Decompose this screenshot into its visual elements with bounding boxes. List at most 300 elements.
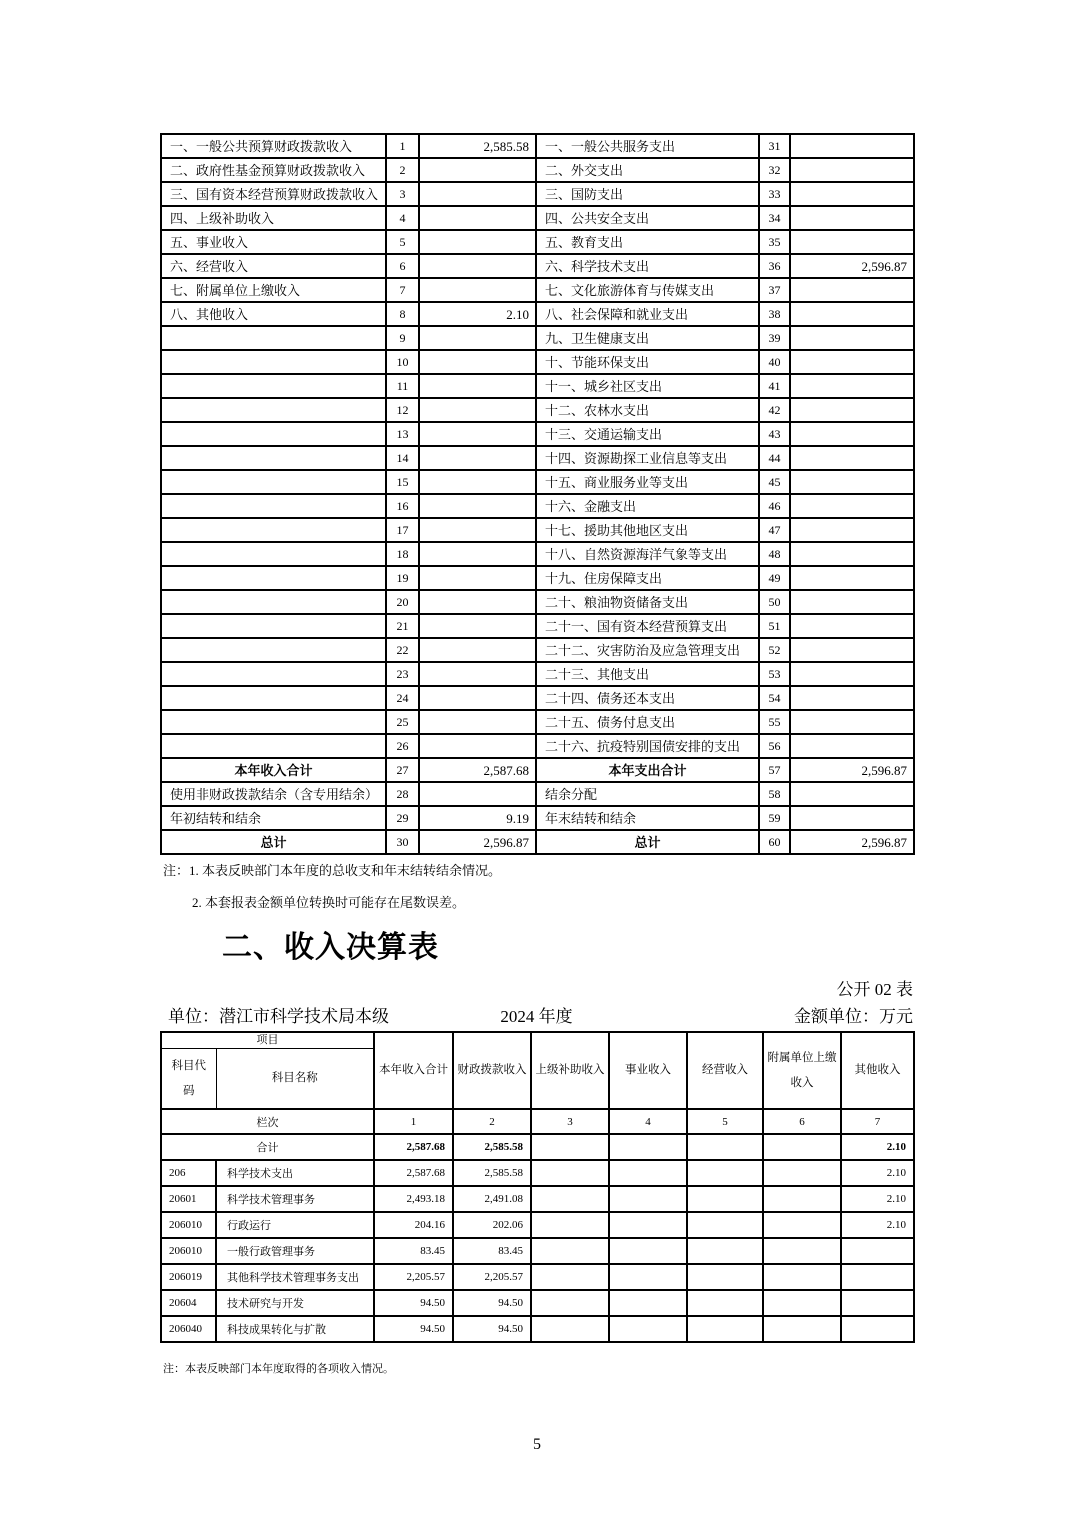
expense-label: 结余分配: [536, 782, 759, 806]
income-amount: [419, 590, 536, 614]
income-line-number: 27: [386, 758, 419, 782]
expense-amount: [790, 350, 914, 374]
income-label: 七、附属单位上缴收入: [161, 278, 386, 302]
expense-line-number: 57: [759, 758, 790, 782]
income-label: [161, 350, 386, 374]
income-label: [161, 470, 386, 494]
income-amount: [419, 230, 536, 254]
balance-table-row: [161, 518, 914, 542]
income-label: [161, 422, 386, 446]
header-col-3: 上级补助收入: [531, 1032, 609, 1109]
income-amount: [419, 254, 536, 278]
income-amount: [419, 710, 536, 734]
expense-label: 六、科学技术支出: [536, 254, 759, 278]
value-col-3: [531, 1134, 609, 1160]
subject-code: 206040: [161, 1316, 216, 1342]
value-col-7: [841, 1238, 914, 1264]
page-number: 5: [533, 1436, 541, 1453]
value-col-6: [763, 1212, 841, 1238]
expense-label: 十五、商业服务业等支出: [536, 470, 759, 494]
income-amount: [419, 686, 536, 710]
income-amount: [419, 206, 536, 230]
balance-table-row: [161, 590, 914, 614]
value-col-7: 2.10: [841, 1186, 914, 1212]
subject-name: 行政运行: [216, 1212, 374, 1238]
col-no-2: 2: [453, 1109, 531, 1134]
balance-table-row: [161, 830, 914, 854]
income-amount: [419, 614, 536, 638]
expense-amount: [790, 782, 914, 806]
income-label: [161, 686, 386, 710]
expense-amount: [790, 710, 914, 734]
income-amount: [419, 158, 536, 182]
expense-amount: [790, 446, 914, 470]
income-label: [161, 374, 386, 398]
income-detail-table-header: [161, 1032, 914, 1134]
balance-table-row: [161, 710, 914, 734]
expense-line-number: 37: [759, 278, 790, 302]
balance-table-row: [161, 134, 914, 158]
expense-line-number: 38: [759, 302, 790, 326]
subject-code: 20604: [161, 1290, 216, 1316]
col-no-3: 3: [531, 1109, 609, 1134]
balance-table-row: [161, 350, 914, 374]
income-label: [161, 398, 386, 422]
value-col-4: [609, 1290, 687, 1316]
value-col-1: 2,493.18: [374, 1186, 453, 1212]
subject-code: 206019: [161, 1264, 216, 1290]
income-line-number: 7: [386, 278, 419, 302]
expense-label: 九、卫生健康支出: [536, 326, 759, 350]
balance-table-notes: [163, 863, 501, 911]
income-line-number: 29: [386, 806, 419, 830]
balance-summary-table: [160, 133, 915, 855]
income-label: [161, 614, 386, 638]
expense-amount: [790, 806, 914, 830]
income-amount: [419, 182, 536, 206]
value-col-6: [763, 1160, 841, 1186]
expense-label: 二十六、抗疫特别国债安排的支出: [536, 734, 759, 758]
value-col-3: [531, 1290, 609, 1316]
income-label: 本年收入合计: [161, 758, 386, 782]
expense-label: 十二、农林水支出: [536, 398, 759, 422]
expense-line-number: 50: [759, 590, 790, 614]
expense-line-number: 42: [759, 398, 790, 422]
balance-table-row: [161, 158, 914, 182]
value-col-7: [841, 1316, 914, 1342]
balance-summary-table-body: [161, 134, 914, 854]
value-col-1: 2,587.68: [374, 1160, 453, 1186]
expense-amount: [790, 734, 914, 758]
income-line-number: 14: [386, 446, 419, 470]
header-col-7: 其他收入: [841, 1032, 914, 1109]
balance-table-row: [161, 446, 914, 470]
header-col-6: 附属单位上缴收入: [763, 1032, 841, 1109]
income-amount: [419, 782, 536, 806]
balance-table-row: [161, 182, 914, 206]
expense-label: 七、文化旅游体育与传媒支出: [536, 278, 759, 302]
income-line-number: 13: [386, 422, 419, 446]
income-amount: 9.19: [419, 806, 536, 830]
expense-amount: [790, 590, 914, 614]
total-row-label: 合计: [161, 1134, 374, 1160]
expense-label: 十一、城乡社区支出: [536, 374, 759, 398]
expense-line-number: 32: [759, 158, 790, 182]
header-col-1: 本年收入合计: [374, 1032, 453, 1109]
expense-amount: [790, 326, 914, 350]
value-col-2: 83.45: [453, 1238, 531, 1264]
value-col-1: 2,205.57: [374, 1264, 453, 1290]
income-detail-row: [161, 1212, 914, 1238]
balance-table-row: [161, 686, 914, 710]
income-line-number: 3: [386, 182, 419, 206]
expense-label: 十、节能环保支出: [536, 350, 759, 374]
subject-name: 一般行政管理事务: [216, 1238, 374, 1264]
note-line-2: 2. 本套报表金额单位转换时可能存在尾数误差。: [192, 895, 466, 910]
value-col-3: [531, 1212, 609, 1238]
balance-table-row: [161, 782, 914, 806]
income-amount: [419, 350, 536, 374]
unit-label: 单位：潜江市科学技术局本级: [168, 1007, 389, 1026]
expense-label: 十七、援助其他地区支出: [536, 518, 759, 542]
income-line-number: 17: [386, 518, 419, 542]
income-amount: [419, 638, 536, 662]
value-col-5: [687, 1212, 763, 1238]
balance-table-row: [161, 734, 914, 758]
income-amount: [419, 566, 536, 590]
income-label: [161, 542, 386, 566]
income-line-number: 24: [386, 686, 419, 710]
value-col-4: [609, 1238, 687, 1264]
expense-line-number: 39: [759, 326, 790, 350]
income-amount: [419, 446, 536, 470]
expense-line-number: 45: [759, 470, 790, 494]
value-col-2: 202.06: [453, 1212, 531, 1238]
value-col-1: 83.45: [374, 1238, 453, 1264]
balance-table-row: [161, 662, 914, 686]
value-col-6: [763, 1290, 841, 1316]
expense-amount: [790, 638, 914, 662]
income-line-number: 2: [386, 158, 419, 182]
income-label: 使用非财政拨款结余（含专用结余）: [161, 782, 386, 806]
value-col-3: [531, 1160, 609, 1186]
value-col-7: 2.10: [841, 1160, 914, 1186]
income-line-number: 19: [386, 566, 419, 590]
balance-table-row: [161, 302, 914, 326]
table-meta-line: [160, 1002, 913, 1026]
header-project: 项目: [161, 1032, 374, 1049]
balance-table-row: [161, 758, 914, 782]
note-line-1: 注：1. 本表反映部门本年度的总收支和年末结转结余情况。: [163, 863, 502, 878]
income-line-number: 6: [386, 254, 419, 278]
expense-line-number: 55: [759, 710, 790, 734]
income-line-number: 21: [386, 614, 419, 638]
expense-amount: [790, 470, 914, 494]
value-col-7: [841, 1264, 914, 1290]
subject-name: 科学技术支出: [216, 1160, 374, 1186]
value-col-3: [531, 1264, 609, 1290]
income-detail-row: [161, 1134, 914, 1160]
income-label: [161, 446, 386, 470]
expense-amount: [790, 206, 914, 230]
expense-amount: 2,596.87: [790, 758, 914, 782]
value-col-7: 2.10: [841, 1212, 914, 1238]
income-label: [161, 638, 386, 662]
value-col-4: [609, 1264, 687, 1290]
subject-code: 206: [161, 1160, 216, 1186]
expense-line-number: 31: [759, 134, 790, 158]
income-line-number: 25: [386, 710, 419, 734]
expense-label: 十四、资源勘探工业信息等支出: [536, 446, 759, 470]
expense-amount: [790, 614, 914, 638]
value-col-5: [687, 1160, 763, 1186]
value-col-2: 2,491.08: [453, 1186, 531, 1212]
expense-amount: [790, 518, 914, 542]
income-detail-row: [161, 1316, 914, 1342]
expense-label: 年末结转和结余: [536, 806, 759, 830]
income-detail-table: [160, 1031, 915, 1343]
expense-label: 二十四、债务还本支出: [536, 686, 759, 710]
income-label: [161, 734, 386, 758]
value-col-6: [763, 1134, 841, 1160]
value-col-5: [687, 1290, 763, 1316]
subject-code: 206010: [161, 1212, 216, 1238]
subject-name: 其他科学技术管理事务支出: [216, 1264, 374, 1290]
income-label: [161, 326, 386, 350]
col-no-6: 6: [763, 1109, 841, 1134]
expense-line-number: 48: [759, 542, 790, 566]
expense-line-number: 34: [759, 206, 790, 230]
expense-label: 十九、住房保障支出: [536, 566, 759, 590]
balance-table-row: [161, 326, 914, 350]
balance-table-row: [161, 638, 914, 662]
income-detail-row: [161, 1160, 914, 1186]
income-line-number: 20: [386, 590, 419, 614]
lanci-label: 栏次: [161, 1109, 374, 1134]
value-col-5: [687, 1238, 763, 1264]
value-col-2: 94.50: [453, 1316, 531, 1342]
col-no-4: 4: [609, 1109, 687, 1134]
income-detail-row: [161, 1290, 914, 1316]
value-col-4: [609, 1212, 687, 1238]
income-line-number: 23: [386, 662, 419, 686]
expense-line-number: 54: [759, 686, 790, 710]
expense-line-number: 59: [759, 806, 790, 830]
expense-line-number: 35: [759, 230, 790, 254]
balance-table-row: [161, 398, 914, 422]
income-detail-row: [161, 1238, 914, 1264]
expense-amount: [790, 374, 914, 398]
value-col-6: [763, 1186, 841, 1212]
value-col-3: [531, 1316, 609, 1342]
income-amount: [419, 518, 536, 542]
balance-table-row: [161, 278, 914, 302]
value-col-4: [609, 1160, 687, 1186]
value-col-7: 2.10: [841, 1134, 914, 1160]
income-amount: [419, 422, 536, 446]
expense-line-number: 49: [759, 566, 790, 590]
balance-table-row: [161, 494, 914, 518]
col-no-7: 7: [841, 1109, 914, 1134]
income-amount: [419, 542, 536, 566]
expense-amount: [790, 422, 914, 446]
expense-line-number: 36: [759, 254, 790, 278]
value-col-4: [609, 1186, 687, 1212]
expense-label: 一、一般公共服务支出: [536, 134, 759, 158]
expense-amount: [790, 230, 914, 254]
income-label: 年初结转和结余: [161, 806, 386, 830]
value-col-5: [687, 1316, 763, 1342]
income-line-number: 22: [386, 638, 419, 662]
expense-amount: [790, 158, 914, 182]
income-label: 一、一般公共预算财政拨款收入: [161, 134, 386, 158]
income-line-number: 15: [386, 470, 419, 494]
expense-label: 十八、自然资源海洋气象等支出: [536, 542, 759, 566]
header-subject-name: 科目名称: [216, 1049, 374, 1110]
value-col-1: 94.50: [374, 1290, 453, 1316]
expense-line-number: 53: [759, 662, 790, 686]
year-label: 2024 年度: [500, 1007, 573, 1026]
expense-line-number: 41: [759, 374, 790, 398]
expense-line-number: 40: [759, 350, 790, 374]
income-label: 总计: [161, 830, 386, 854]
expense-label: 本年支出合计: [536, 758, 759, 782]
expense-line-number: 43: [759, 422, 790, 446]
amount-unit-label: 金额单位：万元: [794, 1007, 913, 1026]
expense-amount: [790, 566, 914, 590]
income-amount: [419, 278, 536, 302]
income-label: [161, 494, 386, 518]
balance-table-row: [161, 542, 914, 566]
header-col-2: 财政拨款收入: [453, 1032, 531, 1109]
income-amount: 2,587.68: [419, 758, 536, 782]
expense-amount: [790, 302, 914, 326]
income-label: [161, 662, 386, 686]
income-label: 三、国有资本经营预算财政拨款收入: [161, 182, 386, 206]
income-line-number: 9: [386, 326, 419, 350]
expense-line-number: 58: [759, 782, 790, 806]
income-line-number: 1: [386, 134, 419, 158]
income-label: 八、其他收入: [161, 302, 386, 326]
expense-label: 二十二、灾害防治及应急管理支出: [536, 638, 759, 662]
expense-label: 二十三、其他支出: [536, 662, 759, 686]
balance-table-row: [161, 422, 914, 446]
expense-line-number: 51: [759, 614, 790, 638]
value-col-2: 2,205.57: [453, 1264, 531, 1290]
value-col-6: [763, 1316, 841, 1342]
value-col-4: [609, 1316, 687, 1342]
balance-table-row: [161, 470, 914, 494]
col-no-5: 5: [687, 1109, 763, 1134]
income-label: [161, 518, 386, 542]
income-detail-row: [161, 1264, 914, 1290]
income-detail-table-body: [161, 1134, 914, 1342]
value-col-6: [763, 1264, 841, 1290]
income-line-number: 28: [386, 782, 419, 806]
expense-line-number: 33: [759, 182, 790, 206]
balance-table-row: [161, 230, 914, 254]
table-code-label: 公开 02 表: [836, 980, 913, 999]
income-label: [161, 710, 386, 734]
expense-label: 二、外交支出: [536, 158, 759, 182]
income-amount: [419, 734, 536, 758]
income-amount: 2,585.58: [419, 134, 536, 158]
expense-amount: [790, 662, 914, 686]
income-label: [161, 566, 386, 590]
expense-label: 总计: [536, 830, 759, 854]
subject-code: 20601: [161, 1186, 216, 1212]
value-col-1: 94.50: [374, 1316, 453, 1342]
expense-label: 十三、交通运输支出: [536, 422, 759, 446]
header-subject-code: 科目代码: [161, 1049, 216, 1110]
subject-name: 科技成果转化与扩散: [216, 1316, 374, 1342]
value-col-2: 2,585.58: [453, 1160, 531, 1186]
balance-table-row: [161, 614, 914, 638]
balance-table-row: [161, 374, 914, 398]
income-amount: 2.10: [419, 302, 536, 326]
expense-line-number: 52: [759, 638, 790, 662]
col-no-1: 1: [374, 1109, 453, 1134]
income-label: 五、事业收入: [161, 230, 386, 254]
balance-table-row: [161, 206, 914, 230]
value-col-7: [841, 1290, 914, 1316]
income-line-number: 26: [386, 734, 419, 758]
expense-label: 二十五、债务付息支出: [536, 710, 759, 734]
income-label: [161, 590, 386, 614]
value-col-6: [763, 1238, 841, 1264]
value-col-4: [609, 1134, 687, 1160]
income-line-number: 5: [386, 230, 419, 254]
value-col-2: 2,585.58: [453, 1134, 531, 1160]
value-col-5: [687, 1264, 763, 1290]
expense-amount: [790, 686, 914, 710]
income-line-number: 30: [386, 830, 419, 854]
expense-label: 十六、金融支出: [536, 494, 759, 518]
expense-label: 八、社会保障和就业支出: [536, 302, 759, 326]
value-col-3: [531, 1238, 609, 1264]
expense-amount: [790, 542, 914, 566]
value-col-1: 2,587.68: [374, 1134, 453, 1160]
expense-amount: [790, 278, 914, 302]
subject-name: 技术研究与开发: [216, 1290, 374, 1316]
value-col-5: [687, 1134, 763, 1160]
income-amount: 2,596.87: [419, 830, 536, 854]
value-col-5: [687, 1186, 763, 1212]
income-label: 六、经营收入: [161, 254, 386, 278]
income-amount: [419, 662, 536, 686]
income-label: 二、政府性基金预算财政拨款收入: [161, 158, 386, 182]
balance-table-row: [161, 566, 914, 590]
expense-amount: [790, 398, 914, 422]
income-line-number: 8: [386, 302, 419, 326]
expense-label: 三、国防支出: [536, 182, 759, 206]
balance-table-row: [161, 254, 914, 278]
income-label: 四、上级补助收入: [161, 206, 386, 230]
value-col-2: 94.50: [453, 1290, 531, 1316]
expense-label: 五、教育支出: [536, 230, 759, 254]
expense-amount: 2,596.87: [790, 830, 914, 854]
income-line-number: 10: [386, 350, 419, 374]
income-amount: [419, 470, 536, 494]
subject-code: 206010: [161, 1238, 216, 1264]
section-title: 二、收入决算表: [222, 931, 439, 964]
income-amount: [419, 374, 536, 398]
income-amount: [419, 398, 536, 422]
income-table-note: 注：本表反映部门本年度取得的各项收入情况。: [163, 1363, 394, 1375]
expense-amount: [790, 134, 914, 158]
expense-amount: [790, 494, 914, 518]
expense-amount: [790, 182, 914, 206]
